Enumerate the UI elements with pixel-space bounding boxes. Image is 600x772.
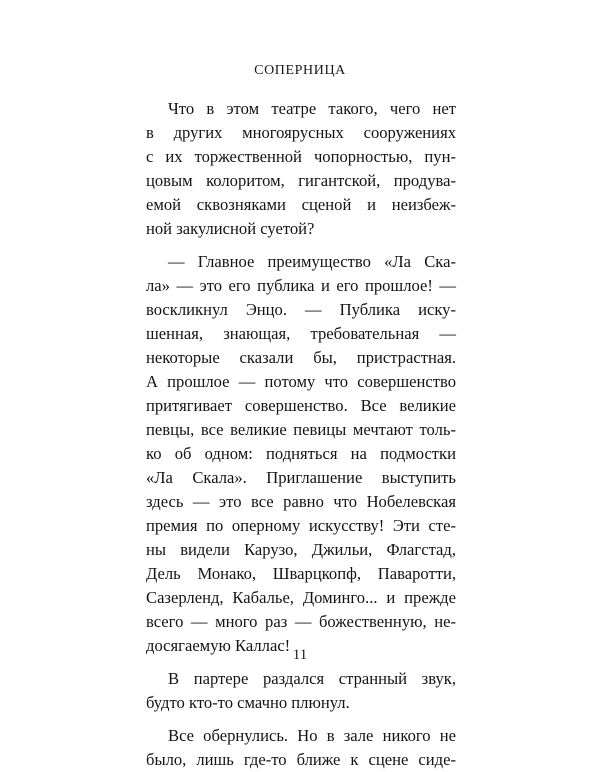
text-line: здесь — это все равно что Нобелевская bbox=[146, 492, 456, 511]
paragraph-2 bbox=[146, 250, 456, 658]
text-line: будто кто-то смачно плюнул. bbox=[146, 693, 350, 712]
text-line: певцы, все великие певицы мечтают толь- bbox=[146, 420, 456, 439]
text-line: воскликнул Энцо. — Публика иску- bbox=[146, 300, 456, 319]
text-line: некоторые сказали бы, пристрастная. bbox=[146, 348, 456, 367]
text-line: ны видели Карузо, Джильи, Флагстад, bbox=[146, 540, 456, 559]
text-line: А прошлое — потому что совершенство bbox=[146, 372, 456, 391]
text-line: в других многоярусных сооружениях bbox=[146, 123, 456, 142]
text-line: В партере раздался странный звук, bbox=[168, 669, 456, 688]
text-line: Все обернулись. Но в зале никого не bbox=[168, 726, 456, 745]
text-line: Дель Монако, Шварцкопф, Паваротти, bbox=[146, 564, 456, 583]
paragraph-4 bbox=[146, 724, 456, 772]
text-line: всего — много раз — божественную, не- bbox=[146, 612, 456, 631]
text-line: с их торжественной чопорностью, пун- bbox=[146, 147, 456, 166]
text-line: ной закулисной суетой? bbox=[146, 219, 315, 238]
text-line: «Ла Скала». Приглашение выступить bbox=[146, 468, 456, 487]
text-line: ко об одном: подняться на подмостки bbox=[146, 444, 456, 463]
text-line: было, лишь где-то ближе к сцене сиде- bbox=[146, 750, 456, 769]
running-header-title: СОПЕРНИЦА bbox=[254, 63, 346, 78]
text-line: ла» — это его публика и его прошлое! — bbox=[146, 276, 456, 295]
text-line: Сазерленд, Кабалье, Доминго... и прежде bbox=[146, 588, 456, 607]
text-line: — Главное преимущество «Ла Ска- bbox=[168, 252, 456, 271]
text-line: притягивает совершенство. Все великие bbox=[146, 396, 456, 415]
text-line: Что в этом театре такого, чего нет bbox=[168, 99, 456, 118]
text-line: шенная, знающая, требовательная — bbox=[146, 324, 456, 343]
text-line: емой сквозняками сценой и неизбеж- bbox=[146, 195, 456, 214]
body-text bbox=[146, 97, 456, 772]
paragraph-1 bbox=[146, 97, 456, 241]
page-number: 11 bbox=[292, 647, 308, 663]
paragraph-3 bbox=[146, 667, 456, 715]
text-line: премия по оперному искусству! Эти сте- bbox=[146, 516, 456, 535]
text-line: цовым колоритом, гигантской, продува- bbox=[146, 171, 456, 190]
text-line: досягаемую Каллас! bbox=[146, 636, 291, 655]
